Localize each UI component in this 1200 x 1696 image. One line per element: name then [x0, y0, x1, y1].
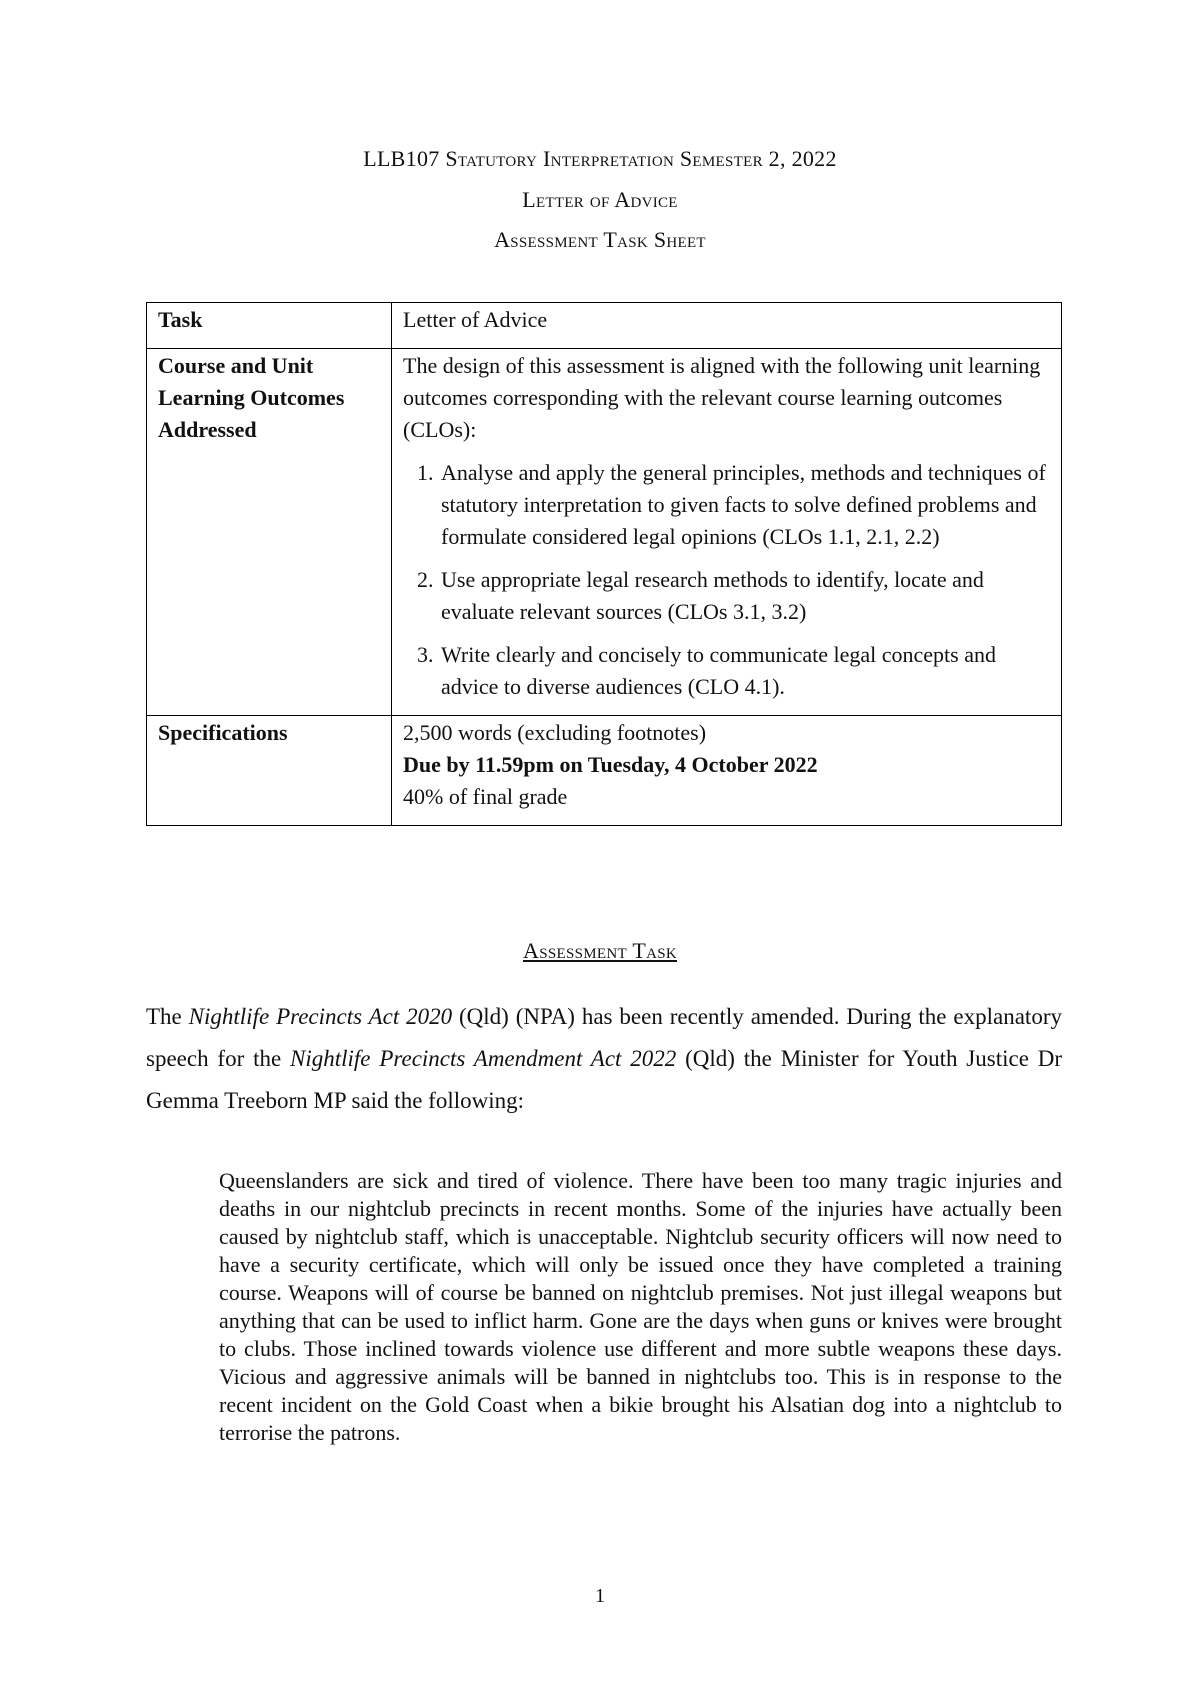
- table-row-task: [147, 303, 1062, 349]
- specifications-cell: [392, 716, 1062, 826]
- list-item-outcome-2: 2. Use appropriate legal research methods to identify, locate and evaluate relevant sources (CLOs 3.1, 3.2): [439, 564, 1050, 628]
- document-subheading: Assessment Task Sheet: [494, 227, 706, 252]
- document-title: LLB107 Statutory Interpretation Semester 2, 2022: [363, 146, 837, 171]
- assessment-details-table: [146, 302, 1062, 826]
- grade-weight: 40% of final grade: [403, 784, 568, 809]
- act-title-2: Nightlife Precincts Amendment Act 2022: [290, 1046, 677, 1071]
- outcomes-intro: The design of this assessment is aligned with the following unit learning outcomes corresponding with the relevant course learning outcomes (CLOs):: [403, 353, 1041, 442]
- intro-text-3: (Qld) the Minister for Youth Justice Dr Gemma Treeborn MP said the following:: [146, 1046, 1063, 1113]
- task-label: Task: [147, 303, 392, 349]
- outcomes-list: [403, 457, 1050, 703]
- table-row-specifications: [147, 716, 1062, 826]
- minister-quote: Queenslanders are sick and tired of violence. There have been too many tragic injuries and deaths in our nightclub precincts in recent months. Some of the injuries have actually been caused by nightclub staff, which is unacceptable. Nightclub security officers will now need to have a security certificate, which will only be issued once they have completed a training course. Weapons will of course be banned on nightclub premises. Not just illegal weapons but anything that can be used to inflict harm. Gone are the days when guns or knives were brought to clubs. Those inclined towards violence use different and more subtle weapons these days. Vicious and aggressive animals will be banned in nightclubs too. This is in response to the recent incident on the Gold Coast when a bikie brought his Alsatian dog into a nightclub to terrorise the patrons.: [219, 1168, 1062, 1445]
- intro-text-2: (Qld) (NPA) has been recently amended. During the explanatory speech for the: [146, 1004, 1062, 1071]
- list-item-outcome-3: 3. Write clearly and concisely to communicate legal concepts and advice to diverse audiences (CLO 4.1).: [439, 639, 1050, 703]
- outcomes-cell: [392, 349, 1062, 716]
- due-date: Due by 11.59pm on Tuesday, 4 October 2022: [403, 752, 818, 777]
- page-number: 1: [595, 1585, 605, 1607]
- intro-text-1: The: [146, 1004, 189, 1029]
- outcomes-label: Course and Unit Learning Outcomes Addressed: [147, 349, 392, 716]
- task-value: Letter of Advice: [392, 303, 1062, 349]
- intro-paragraph: [146, 996, 1062, 1122]
- section-heading: Assessment Task: [523, 938, 677, 963]
- table-row-outcomes: [147, 349, 1062, 716]
- list-item-outcome-1: 1. Analyse and apply the general principles, methods and techniques of statutory interpretation to given facts to solve defined problems and formulate considered legal opinions (CLOs 1.1, 2.1, 2.2): [439, 457, 1050, 553]
- word-limit: 2,500 words (excluding footnotes): [403, 720, 707, 745]
- act-title-1: Nightlife Precincts Act 2020: [188, 1004, 453, 1029]
- specifications-label: Specifications: [147, 716, 392, 826]
- document-subtitle: Letter of Advice: [522, 187, 678, 212]
